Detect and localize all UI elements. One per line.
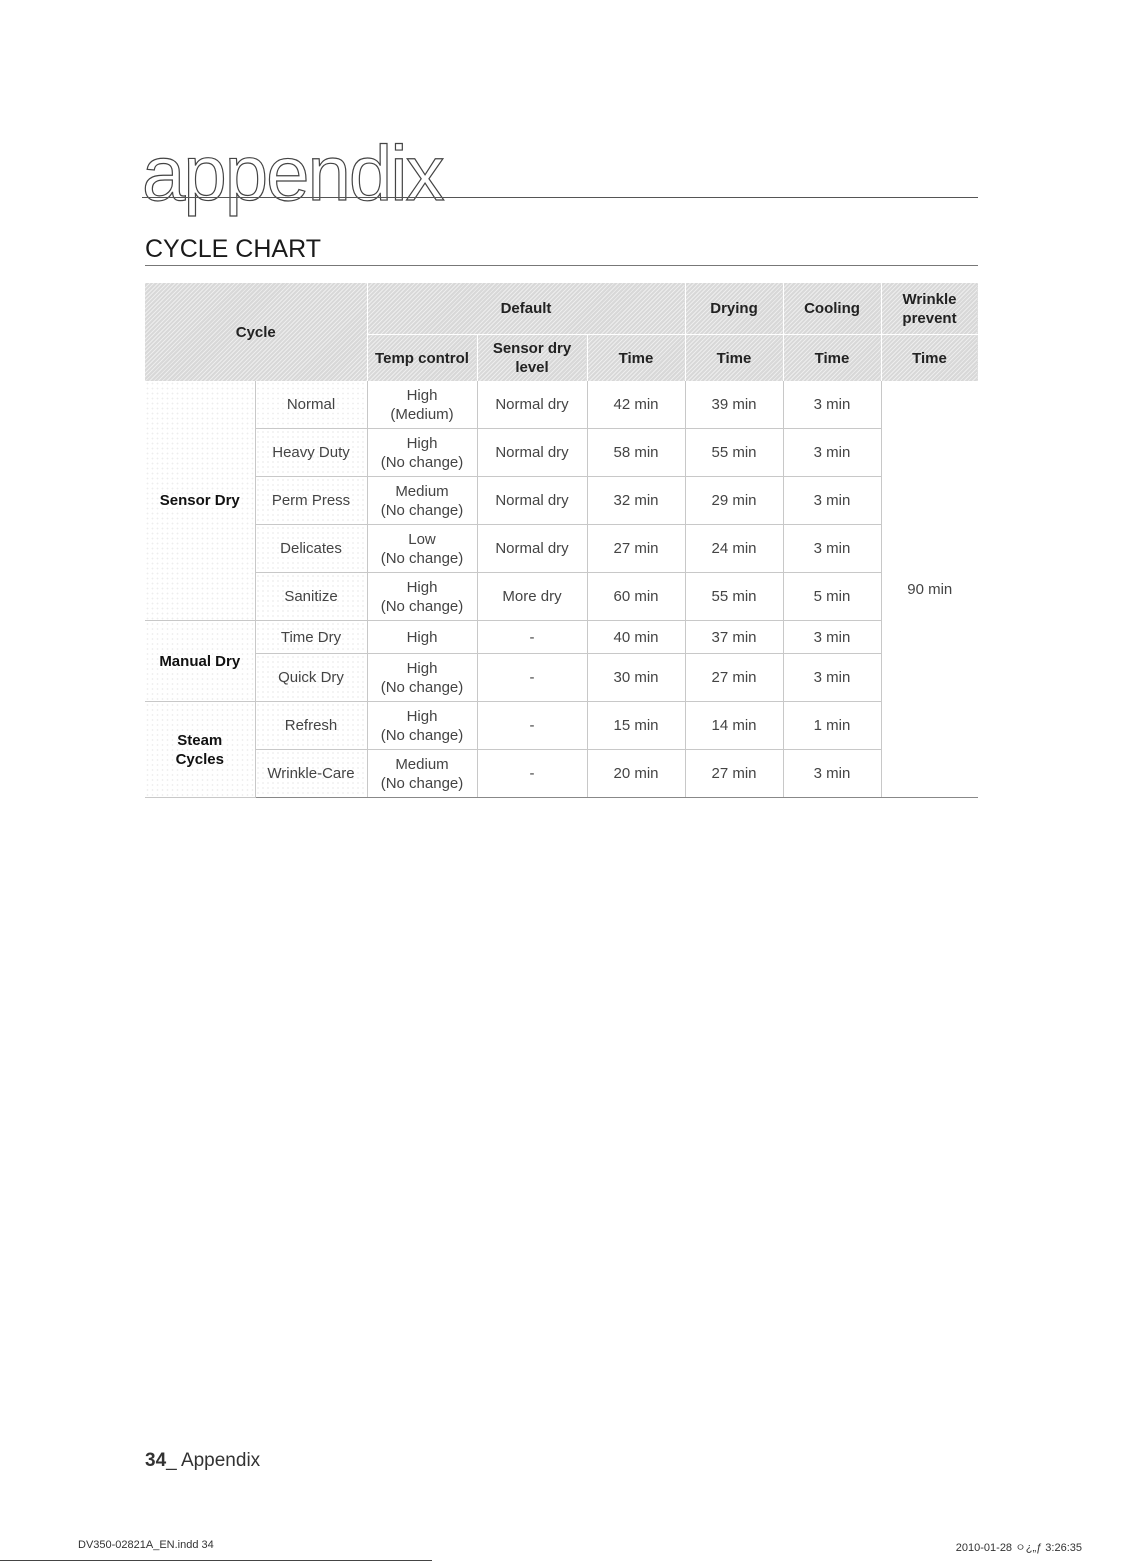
sensor-dry-level: Normal dry (477, 525, 587, 573)
cycle-name: Quick Dry (255, 654, 367, 702)
print-file-name: DV350-02821A_EN.indd 34 (78, 1539, 214, 1551)
page-number: 34 (145, 1450, 167, 1471)
header-temp-control: Temp control (367, 335, 477, 382)
default-time: 15 min (587, 702, 685, 750)
page-footer (145, 1450, 260, 1472)
drying-time: 27 min (685, 654, 783, 702)
temp-control (367, 621, 477, 654)
header-default: Default (367, 283, 685, 335)
table-row (145, 573, 978, 621)
cycle-name: Normal (255, 381, 367, 429)
temp-main: Medium (395, 755, 449, 773)
drying-time: 55 min (685, 573, 783, 621)
cooling-time: 1 min (783, 702, 881, 750)
drying-time: 37 min (685, 621, 783, 654)
group-steam-cycles: Steam Cycles (145, 702, 255, 798)
cycle-name: Perm Press (255, 477, 367, 525)
cooling-time: 3 min (783, 654, 881, 702)
table-row (145, 750, 978, 798)
cooling-time: 3 min (783, 381, 881, 429)
temp-main: High (406, 659, 438, 677)
section-title: CYCLE CHART (145, 235, 321, 263)
header-default-time: Time (587, 335, 685, 382)
cycle-name: Delicates (255, 525, 367, 573)
appendix-title: appendix (142, 129, 443, 217)
cycle-name: Refresh (255, 702, 367, 750)
table-row (145, 621, 978, 654)
section-divider (145, 265, 978, 266)
temp-main: High (406, 578, 438, 596)
sensor-dry-level: Normal dry (477, 429, 587, 477)
default-time: 20 min (587, 750, 685, 798)
drying-time: 55 min (685, 429, 783, 477)
sensor-dry-level: - (477, 621, 587, 654)
drying-time: 14 min (685, 702, 783, 750)
title-divider (142, 197, 978, 198)
header-wrinkle-time: Time (881, 335, 978, 382)
temp-sub: (No change) (380, 774, 464, 792)
temp-sub: (No change) (380, 501, 464, 519)
header-sensor-dry-level: Sensor dry level (477, 335, 587, 382)
temp-sub: (Medium) (390, 405, 454, 423)
sensor-dry-level: - (477, 750, 587, 798)
default-time: 42 min (587, 381, 685, 429)
cycle-name: Sanitize (255, 573, 367, 621)
header-cooling: Cooling (783, 283, 881, 335)
sensor-dry-level: Normal dry (477, 381, 587, 429)
group-manual-dry: Manual Dry (145, 621, 255, 702)
sensor-dry-level: Normal dry (477, 477, 587, 525)
temp-control (367, 702, 477, 750)
sensor-dry-level: - (477, 654, 587, 702)
temp-control (367, 477, 477, 525)
temp-sub: (No change) (380, 726, 464, 744)
temp-main: Low (408, 530, 436, 548)
header-drying-time: Time (685, 335, 783, 382)
temp-control (367, 654, 477, 702)
temp-main: High (406, 386, 438, 404)
drying-time: 29 min (685, 477, 783, 525)
default-time: 40 min (587, 621, 685, 654)
header-cooling-time: Time (783, 335, 881, 382)
temp-control (367, 525, 477, 573)
temp-control (367, 429, 477, 477)
temp-main: High (406, 707, 438, 725)
table-row (145, 381, 978, 429)
header-wrinkle-prevent: Wrinkle prevent (881, 283, 978, 335)
cooling-time: 3 min (783, 429, 881, 477)
default-time: 58 min (587, 429, 685, 477)
temp-control (367, 750, 477, 798)
temp-main: High (406, 628, 438, 646)
header-drying: Drying (685, 283, 783, 335)
table-row (145, 654, 978, 702)
default-time: 27 min (587, 525, 685, 573)
sensor-dry-level: More dry (477, 573, 587, 621)
drying-time: 39 min (685, 381, 783, 429)
temp-control (367, 573, 477, 621)
cooling-time: 3 min (783, 525, 881, 573)
temp-sub: (No change) (380, 597, 464, 615)
crop-rule (0, 1560, 432, 1561)
sensor-dry-level: - (477, 702, 587, 750)
cooling-time: 5 min (783, 573, 881, 621)
print-timestamp: 2010-01-28 ㅇ¿„ƒ 3:26:35 (955, 1542, 1082, 1554)
cooling-time: 3 min (783, 621, 881, 654)
default-time: 30 min (587, 654, 685, 702)
page-label: _ Appendix (166, 1450, 261, 1471)
table-row (145, 429, 978, 477)
temp-sub: (No change) (380, 549, 464, 567)
temp-sub: (No change) (380, 453, 464, 471)
wrinkle-prevent-time: 90 min (881, 381, 978, 798)
temp-main: Medium (395, 482, 449, 500)
temp-control (367, 381, 477, 429)
cooling-time: 3 min (783, 477, 881, 525)
temp-sub: (No change) (380, 678, 464, 696)
temp-main: High (406, 434, 438, 452)
table-row (145, 525, 978, 573)
cycle-name: Heavy Duty (255, 429, 367, 477)
default-time: 60 min (587, 573, 685, 621)
cooling-time: 3 min (783, 750, 881, 798)
drying-time: 24 min (685, 525, 783, 573)
table-row (145, 702, 978, 750)
default-time: 32 min (587, 477, 685, 525)
header-cycle: Cycle (145, 283, 367, 381)
group-sensor-dry: Sensor Dry (145, 381, 255, 621)
table-row (145, 477, 978, 525)
cycle-name: Time Dry (255, 621, 367, 654)
drying-time: 27 min (685, 750, 783, 798)
cycle-chart-table (145, 283, 979, 798)
cycle-name: Wrinkle-Care (255, 750, 367, 798)
